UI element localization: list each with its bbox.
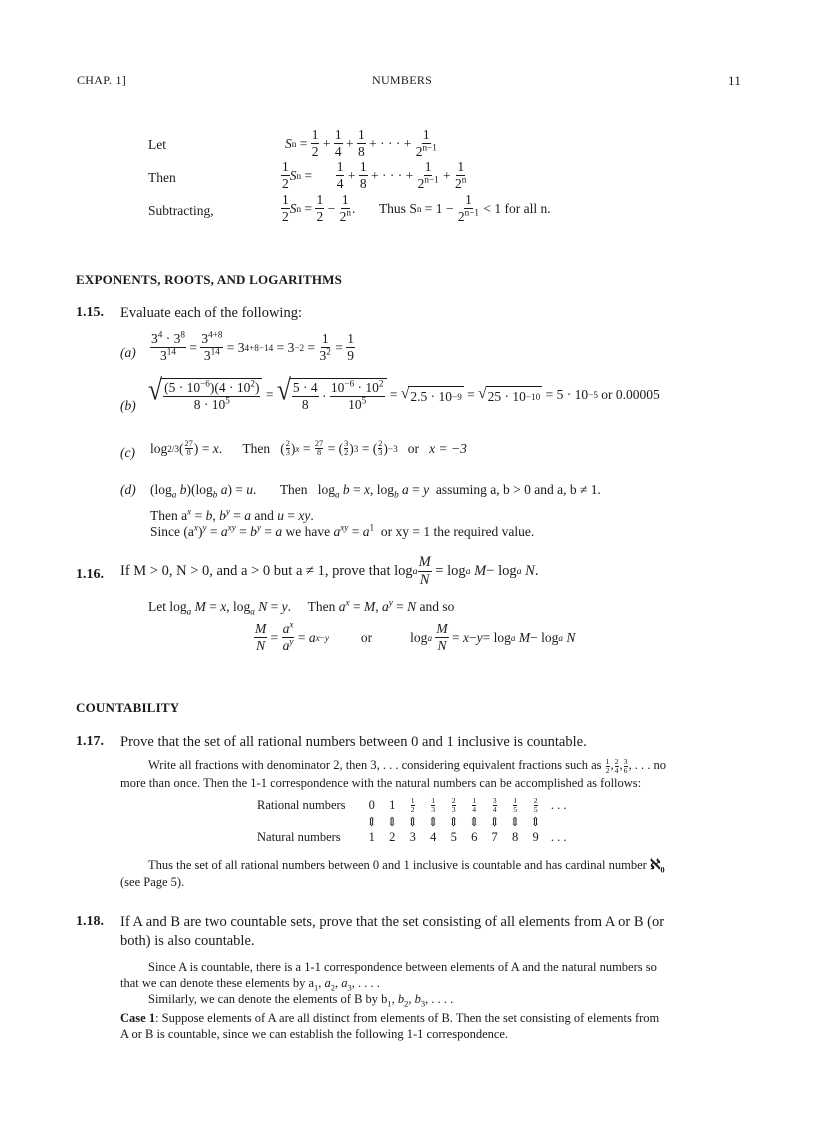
part-d-line3: Since $(a^x)^y = a^{xy} = b^y = a$ we have $a^{xy} = a^1$ or xy = 1 the required value. xyxy=(150,522,535,539)
fraction-num: 3 xyxy=(492,796,497,805)
problem-1-16-let-line: Let $\log_a M = x$, $\log_a N = y$. Then $a^x = M$, $a^y = N$ and so xyxy=(148,597,455,617)
part-d-line3-lead: Since (a xyxy=(150,524,194,539)
correspondence-arrow: ⇕ xyxy=(387,814,398,829)
problem-statement-1-16: If M > 0, N > 0, and a > 0 but a ≠ 1, prove that log a $\frac{M}{N}$ = log a M − log a N . xyxy=(120,554,539,589)
part-b-expression: √ $\frac{(5 \cdot 10^{-6})(4 \cdot 10^2)}{8 \cdot 10^5}$ = √ $\frac{5 \cdot 4}{8}$ · $\frac{10^{-6} \cdot 10^2}{10^5}$ = √ 2.5 · 10 −9 = √ 25 · 10 −10 = 5 · 10 −5 or 0.00005 xyxy=(148,373,660,413)
problem-statement-1-18-line1: If A and B are two countable sets, prove that the set consisting of all elements from A or B (or xyxy=(120,914,665,930)
part-d-then: Then xyxy=(279,482,308,497)
problem-number-1-17: 1.17. xyxy=(76,734,104,749)
part-d-expr: (log xyxy=(150,482,172,497)
problem-1-18-proof-line1: Since A is countable, there is a 1-1 correspondence between elements of A and the natural numbers so xyxy=(148,960,657,974)
subtracting-label: Subtracting, xyxy=(148,203,214,218)
case1-text: : Suppose elements of A are all distinct from elements of B. Then the set consisting of elements from xyxy=(155,1011,660,1025)
rational-fraction xyxy=(431,797,435,814)
aleph-symbol: ℵ xyxy=(649,858,661,873)
natural-number: 9 xyxy=(532,829,539,844)
let-label: Let xyxy=(148,137,166,152)
fraction-num: 2 xyxy=(451,796,456,805)
running-head-title: NUMBERS xyxy=(372,73,433,87)
fraction-den: 3 xyxy=(451,804,456,814)
rational-numbers-label: Rational numbers xyxy=(257,797,346,812)
part-a-expression: $\frac{3^4 \cdot 3^8}{3^{14}}$ = $\frac{3^{4+8}}{3^{14}}$ = 3 4+8−14 = 3 −2 = $\frac{1}{3^2}$ = $\frac{1}{9}$ xyxy=(151,329,354,364)
natural-number: 7 xyxy=(491,829,498,844)
problem-statement-1-17: Prove that the set of all rational numbers between 0 and 1 inclusive is countable. xyxy=(120,734,587,750)
problem-1-17-conclusion-line2: (see Page 5). xyxy=(120,875,185,889)
rational-number: 1 xyxy=(389,797,396,812)
ellipsis: . . . xyxy=(550,829,567,844)
subtraction-result: $\frac{1}{2}$ S n = $\frac{1}{2}$ − $\frac{1}{2^n}$ . Thus S n = 1 − $\frac{1}{2^{n-1}}$ < 1 for all n. xyxy=(282,192,551,225)
rational-fraction xyxy=(411,797,415,814)
series-conclusion: Thus S xyxy=(378,200,417,216)
rational-number: 0 xyxy=(368,797,375,812)
fraction-den: 5 xyxy=(533,804,538,814)
natural-number: 1 xyxy=(368,829,375,844)
correspondence-arrow: ⇕ xyxy=(366,814,378,829)
rational-fraction xyxy=(534,797,538,814)
correspondence-table xyxy=(252,797,572,845)
ellipsis: . . . xyxy=(550,797,567,812)
problem-1-16-or: or xyxy=(360,629,373,645)
problem-1-16-then: Then xyxy=(307,599,336,614)
natural-number: 6 xyxy=(471,829,478,844)
problem-1-16-derivation: $\frac{M}{N}$ = $\frac{a^x}{a^y}$ = a x−y or log a $\frac{M}{N}$ = x − y = log a M − log a N xyxy=(255,619,576,654)
fraction-den: 2 xyxy=(410,804,415,814)
part-d-assume: assuming a, b > 0 and a, b ≠ 1. xyxy=(435,482,601,497)
problem-number-1-16-text: 1.16. xyxy=(76,567,104,582)
natural-number: 5 xyxy=(450,829,457,844)
rational-fraction xyxy=(493,797,497,814)
part-d-expression: ($\log_a$ $b)(\log_b$ a) = u. Then $\log_a b = x$, $\log_b a = y$ assuming a, b > 0 and a, b ≠ 1. xyxy=(150,482,601,500)
fraction-num: 1 xyxy=(410,796,415,805)
part-c-then: Then xyxy=(242,440,271,456)
then-label: Then xyxy=(148,170,176,185)
problem-1-17-proof-line2: more than once. Then the 1-1 correspondence with the natural numbers can be accomplished as follows: xyxy=(120,776,642,790)
correspondence-arrow: ⇕ xyxy=(509,814,521,829)
section-heading-exponents: EXPONENTS, ROOTS, AND LOGARITHMS xyxy=(76,272,343,287)
problem-1-18-proof-line3: Similarly, we can denote the elements of B by $b_1$, $b_2$, $b_3$, . . . . xyxy=(148,992,454,1009)
fraction-den: 3 xyxy=(431,804,436,814)
problem-1-18-proof-line2-text: that we can denote these elements by a xyxy=(120,976,315,990)
problem-1-17-conclusion-text: Thus the set of all rational numbers between 0 and 1 inclusive is countable and has cardinal number xyxy=(148,858,647,872)
problem-number-1-15: 1.15. xyxy=(76,305,104,320)
part-d-line3-tail: or xy = 1 the required value. xyxy=(380,524,535,539)
part-b-or: or 0.00005 xyxy=(601,387,660,403)
page-number: 11 xyxy=(728,73,742,88)
fraction-num: 1 xyxy=(513,796,518,805)
problem-1-18-proof-line3-text: Similarly, we can denote the elements of B by b xyxy=(148,992,388,1006)
correspondence-arrow: ⇕ xyxy=(448,814,459,829)
part-d-label: (d) xyxy=(120,482,136,497)
problem-number-1-18: 1.18. xyxy=(76,914,104,929)
running-head-chapter: CHAP. 1] xyxy=(77,73,127,87)
problem-1-17-proof-line1: Write all fractions with denominator 2, then 3, . . . considering equivalent fractions such as $\frac{1}{2}$ , $\frac{2}{4}$ , $\frac{3}{6}$ , . . . no xyxy=(148,757,667,775)
problem-1-16-let: Let log xyxy=(148,599,187,614)
problem-number-1-16 xyxy=(76,567,104,583)
part-d-line2: Then $a^x = b$, $b^y = a$ and u = xy. xyxy=(150,506,314,523)
aleph-subscript: 0 xyxy=(660,864,665,875)
problem-1-17-conclusion-line1 xyxy=(148,857,665,874)
natural-number: 8 xyxy=(512,829,519,844)
problem-1-18-case1-line2: A or B is countable, since we can establish the following 1-1 correspondence. xyxy=(120,1027,509,1041)
rational-fraction xyxy=(472,797,476,814)
correspondence-arrow: ⇕ xyxy=(530,814,541,829)
rational-fraction xyxy=(513,797,517,814)
correspondence-arrow: ⇕ xyxy=(407,814,418,829)
part-b-tail: = 5 · 10 xyxy=(545,387,589,403)
case1-label: Case 1 xyxy=(120,1011,156,1025)
problem-statement-1-18-line2: both) is also countable. xyxy=(120,933,255,949)
half-series: $\frac{1}{2}$ S n = $\frac{1}{4}$ + $\frac{1}{8}$ + · · · + $\frac{1}{2^{n-1}}$ + $\frac{1}{2^n}$ xyxy=(282,159,467,192)
part-c-expression: log 2/3 ( $\frac{27}{8}$ ) = x . Then ( $\frac{2}{3}$ ) x = $\frac{27}{8}$ = ( $\frac{3}{2}$ ) 3 = ( $\frac{2}{3}$ ) −3 or x = −3 xyxy=(150,439,467,458)
problem-1-18-proof-line2: that we can denote these elements by $a_1$, $a_2$, $a_3$, . . . . xyxy=(120,976,380,993)
series-conclusion-tail: < 1 for all n. xyxy=(483,200,551,216)
fraction-num: 1 xyxy=(431,796,436,805)
problem-statement-1-15: Evaluate each of the following: xyxy=(120,305,302,321)
part-b-label: (b) xyxy=(120,398,136,413)
fraction-den: 4 xyxy=(472,804,477,814)
natural-number: 3 xyxy=(409,829,416,844)
part-c-result: x = −3 xyxy=(429,440,467,456)
correspondence-arrow: ⇕ xyxy=(489,814,500,829)
part-a-label: (a) xyxy=(120,345,136,360)
problem-1-18-case1-line1 xyxy=(120,1011,659,1026)
rational-fraction xyxy=(452,797,456,814)
fraction-num: 2 xyxy=(533,796,538,805)
fraction-num: 1 xyxy=(472,796,477,805)
series-definition: S n = $\frac{1}{2}$ + $\frac{1}{4}$ + $\frac{1}{8}$ + · · · + $\frac{1}{2^{n-1}}$ xyxy=(285,127,437,160)
correspondence-arrow: ⇕ xyxy=(427,814,439,829)
correspondence-arrow: ⇕ xyxy=(468,814,480,829)
problem-statement-1-16-text: If M > 0, N > 0, and a > 0 but a ≠ 1, prove that log xyxy=(120,563,413,580)
fraction-den: 5 xyxy=(513,804,518,814)
problem-1-17-proof-line1-tail: , . . . no xyxy=(628,758,667,773)
fraction-den: 4 xyxy=(492,804,497,814)
problem-1-17-proof-line1-text: Write all fractions with denominator 2, then 3, . . . considering equivalent fractions such as xyxy=(148,758,602,773)
part-c-or: or xyxy=(407,440,420,456)
natural-number: 4 xyxy=(430,829,437,844)
natural-number: 2 xyxy=(389,829,396,844)
part-d-line2-lead: Then a xyxy=(150,508,188,523)
part-c-label: (c) xyxy=(120,445,135,460)
natural-numbers-label: Natural numbers xyxy=(257,829,341,844)
section-heading-countability: COUNTABILITY xyxy=(76,700,180,715)
